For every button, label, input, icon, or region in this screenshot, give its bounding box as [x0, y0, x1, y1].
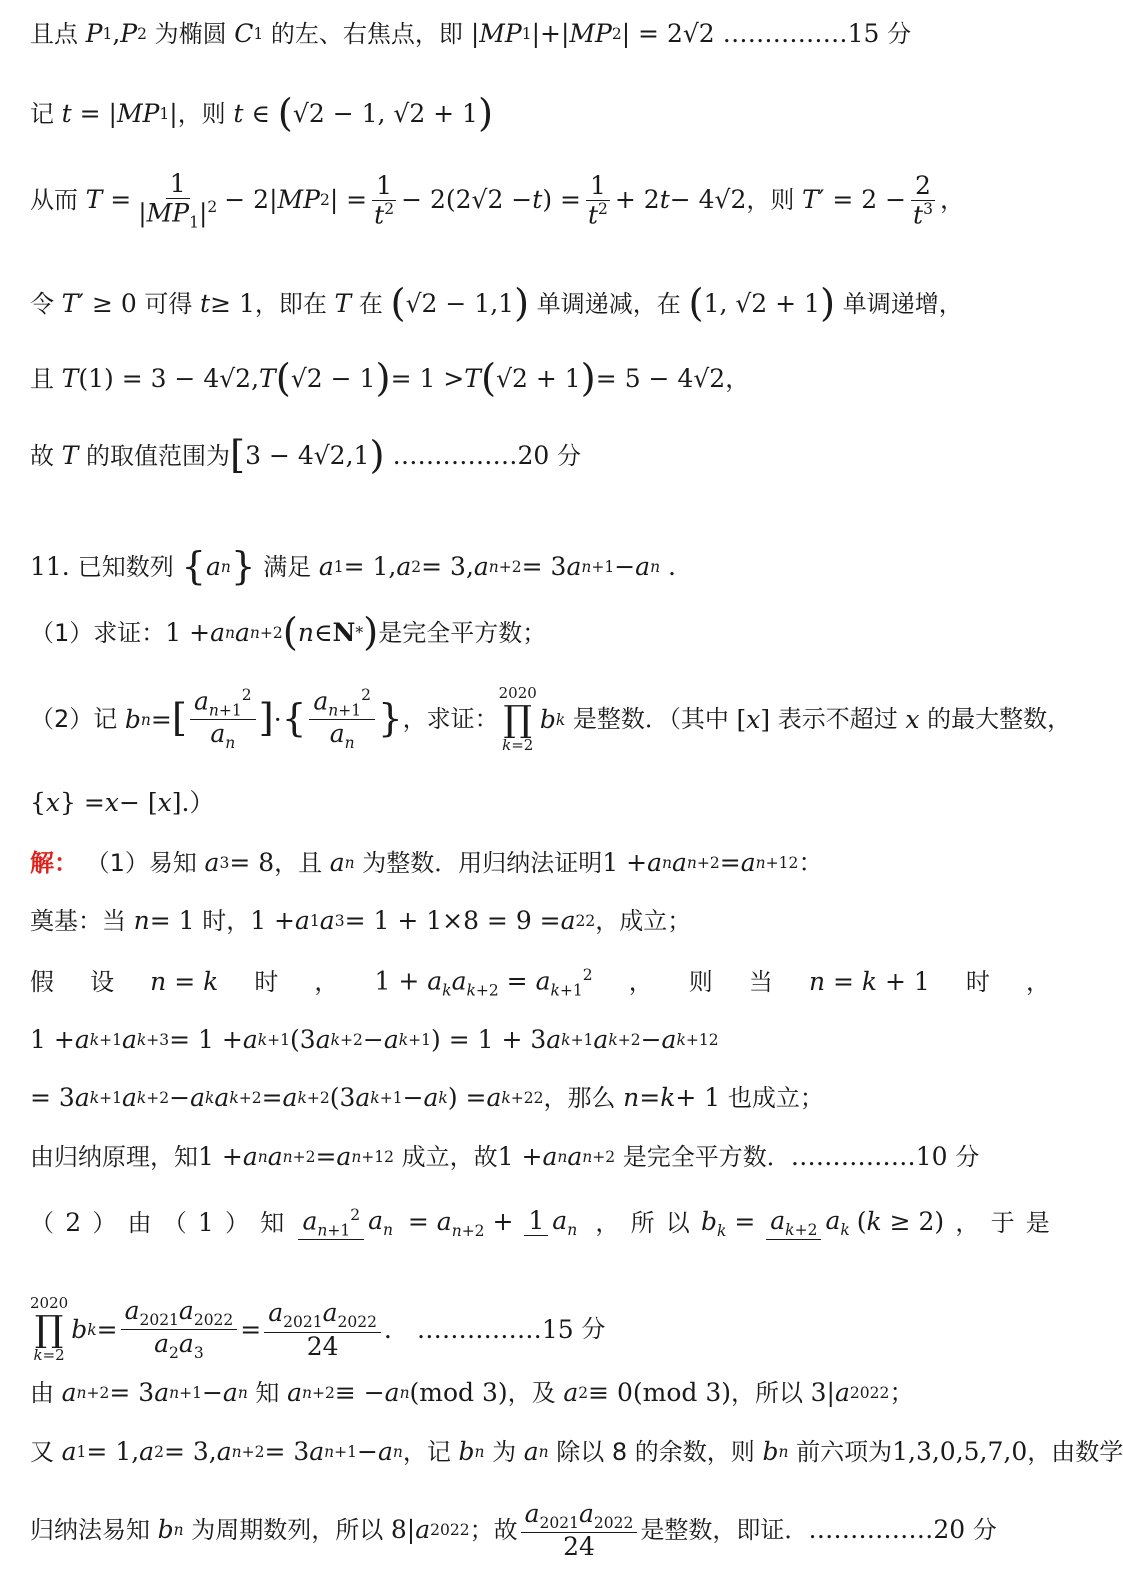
induction-step-1: 1 + a k+1 a k+3 = 1 + a k+1 (3 a k+2 − a k+1 ) = 1 + 3 a k+1 a k+2 − a k+1 2 [30, 1025, 719, 1054]
solution-label: 解： [30, 848, 78, 877]
line-T-expression: 从而 T = $\frac{1}{|MP_1|^2}$ − 2| MP 2 | = $\frac{1}{t^2}$ − 2(2√2 − t ) = $\frac{1}{t^2}$ + 2 t − 4√2 ，则 T ′ = 2 − $\frac{2}{t^3}$ ， [30, 169, 965, 231]
induction-hypothesis: 假 设 n = k 时 ， $1 + a_ka_{k+2} = a_{k+1}^2$ ， 则 当 n = k + 1 时 ， [30, 966, 1050, 1000]
problem-11-statement: 11. 已知数列 { a n } 满足 a 1 = 1, a 2 = 3, a n+2 = 3 a n+1 − a n . [30, 544, 676, 589]
line-foci-sum: 且点 P 1 , P 2 为椭圆 C 1 的左、右焦点，即 | MP 1 |+| MP 2 | = 2√2 ……………15 分 [30, 19, 912, 48]
fractional-part-definition: { x } = x − [ x ].） [30, 788, 215, 817]
product-result: 2020 ∏ k=2 b k = $\frac{a_{2021}a_{2022}}{a_2a_3}$ = $\frac{a_{2021}a_{2022}}{24}$ ． ……………15 分 [30, 1294, 606, 1364]
line-T-range: 故 T 的取值范围为 [ 3 − 4√2,1 ) ……………20 分 [30, 433, 581, 478]
induction-step-2: = 3 a k+1 a k+2 − a k a k+2 = a k+2 (3 a k+1 − a k ) = a k+2 2 ，那么 n = k + 1 也成立； [30, 1083, 824, 1112]
mod8-argument: 又 a 1 = 1, a 2 = 3, a n+2 = 3 a n+1 − a n ，记 b n 为 a n 除以 8 的余数，则 b n 前六项为 1,3,0,5,7,0 ，由数学 [30, 1437, 1123, 1466]
induction-base: 奠基：当 n = 1 时， 1 + a 1 a 3 = 1 + 1×8 = 9 = a 2 2 ，成立； [30, 906, 692, 935]
solution-intro: 解： （1）易知 a 3 = 8 ，且 a n 为整数．用归纳法证明 1 + a n a n+2 = a n+1 2 ： [30, 848, 824, 877]
induction-conclusion: 由归纳原理，知 1 + a n a n+2 = a n+1 2 成立，故 1 + a n a n+2 是完全平方数． ……………10 分 [30, 1142, 980, 1171]
part2-derivation: （ 2 ） 由 （ 1 ） 知 $a_{n+1}^2$ $a_n = a_{n+2} + 1$ $a_n$ ， 所 以 $b_k = a_{k+2}$ $a_k$ (k ≥ 2) ， 于 是 [30, 1205, 1050, 1240]
mod3-argument: 由 a n+2 = 3 a n+1 − a n 知 a n+2 ≡ − a n (mod 3) ，及 a 2 ≡ 0(mod 3) ，所以 3| a 2022 ； [30, 1378, 915, 1407]
problem-11-part1: （1）求证： 1 + a n a n+2 ( n ∈ N * ) 是完全平方数； [30, 610, 547, 655]
line-T-values: 且 T (1) = 3 − 4√2, T ( √2 − 1 ) = 1 > T ( √2 + 1 ) = 5 − 4√2， [30, 356, 751, 401]
line-monotonic: 令 T ′ ≥ 0 可得 t ≥ 1 ，即在 T 在 ( √2 − 1,1 ) 单调递减，在 ( 1, √2 + 1 ) 单调递增， [30, 281, 963, 326]
problem-11-part2: （2）记 b n = [ $\frac{a_{n+1}^2}{a_n}$ ] · { $\frac{a_{n+1}^2}{a_n}$ } ，求证： 2020 ∏ k=2 b k 是整数．（其中 [ x ] 表示不超过 x 的最大整数， [30, 684, 1072, 754]
final-conclusion: 归纳法易知 b n 为周期数列，所以 8| a 2022 ；故 $\frac{a_{2021}a_{2022}}{24}$ 是整数，即证． ……………20 分 [30, 1499, 997, 1562]
line-define-t: 记 t = | MP 1 | ，则 t ∈ ( √2 − 1, √2 + 1 ) [30, 91, 494, 136]
